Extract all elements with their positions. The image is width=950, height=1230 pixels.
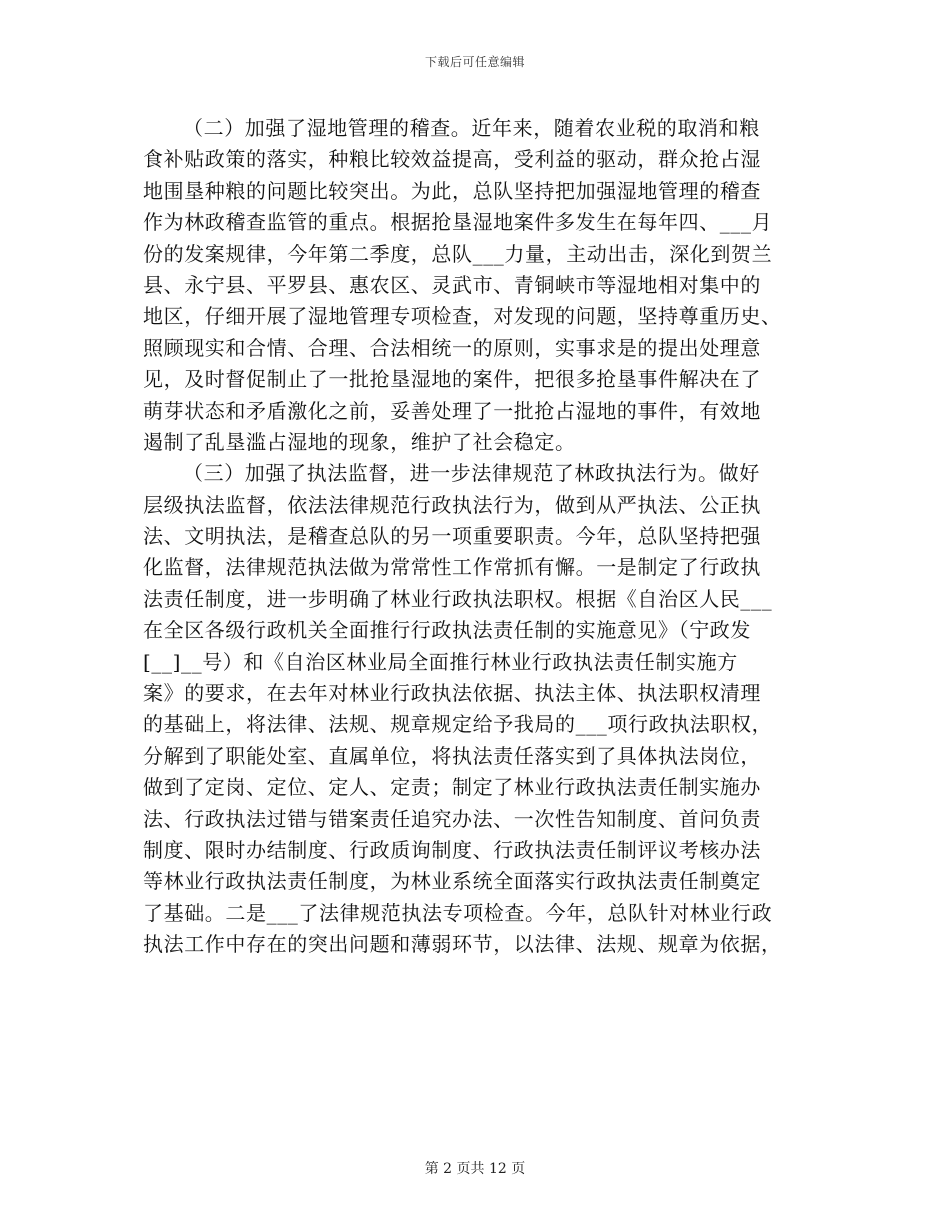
- text-line: 化监督，法律规范执法做为常常性工作常抓有懈。一是制定了行政执: [143, 555, 761, 580]
- text-line: 食补贴政策的落实，种粮比较效益提高，受利益的驱动，群众抢占湿: [143, 147, 761, 172]
- text-line: 层级执法监督，依法法律规范行政执法行为，做到从严执法、公正执: [143, 492, 761, 517]
- text-line: 地区，仔细开展了湿地管理专项检查，对发现的问题，坚持尊重历史、: [143, 304, 782, 329]
- text-line: [__]__号）和《自治区林业局全面推行林业行政执法责任制实施方: [143, 649, 738, 674]
- page-header: 下载后可任意编辑: [424, 55, 525, 69]
- text-line: 案》的要求，在去年对林业行政执法依据、执法主体、执法职权清理: [143, 681, 761, 706]
- text-line: 萌芽状态和矛盾激化之前，妥善处理了一批抢占湿地的事件，有效地: [143, 398, 761, 423]
- text-line: 执法工作中存在的突出问题和薄弱环节，以法律、法规、规章为依据，: [143, 932, 782, 957]
- text-line: （二）加强了湿地管理的稽查。近年来，随着农业税的取消和粮: [183, 116, 760, 140]
- text-line: 法责任制度，进一步明确了林业行政执法职权。根据《自治区人民___: [143, 586, 773, 611]
- text-line: 遏制了乱垦滥占湿地的现象，维护了社会稳定。: [143, 429, 576, 454]
- text-line: 作为林政稽查监管的重点。根据抢垦湿地案件多发生在每年四、___月: [143, 210, 773, 235]
- text-line: 的基础上，将法律、法规、规章规定给予我局的___项行政执法职权，: [143, 712, 773, 737]
- page-footer: 第 2 页共 12 页: [424, 1161, 526, 1177]
- text-line: 地围垦种粮的问题比较突出。为此，总队坚持把加强湿地管理的稽查: [143, 178, 761, 203]
- text-line: 照顾现实和合情、合理、合法相统一的原则，实事求是的提出处理意: [143, 335, 761, 360]
- text-line: （三）加强了执法监督，进一步法律规范了林政执法行为。做好: [183, 461, 760, 486]
- text-line: 做到了定岗、定位、定人、定责；制定了林业行政执法责任制实施办: [143, 775, 761, 800]
- text-line: 在全区各级行政机关全面推行行政执法责任制的实施意见》（宁政发: [143, 618, 751, 643]
- text-line: 制度、限时办结制度、行政质询制度、行政执法责任制评议考核办法: [143, 837, 761, 862]
- text-line: 法、文明执法，是稽查总队的另一项重要职责。今年，总队坚持把强: [143, 524, 761, 549]
- text-line: 份的发案规律，今年第二季度，总队___力量，主动出击，深化到贺兰: [143, 241, 773, 266]
- text-line: 分解到了职能处室、直属单位，将执法责任落实到了具体执法岗位，: [143, 743, 761, 768]
- text-line: 县、永宁县、平罗县、惠农区、灵武市、青铜峡市等湿地相对集中的: [143, 272, 761, 297]
- document-body: [143, 113, 808, 961]
- text-line: 等林业行政执法责任制度，为林业系统全面落实行政执法责任制奠定: [143, 869, 761, 894]
- text-line: 了基础。二是___了法律规范执法专项检查。今年，总队针对林业行政: [143, 900, 773, 925]
- text-line: 法、行政执法过错与错案责任追究办法、一次性告知制度、首问负责: [143, 806, 761, 831]
- text-line: 见，及时督促制止了一批抢垦湿地的案件，把很多抢垦事件解决在了: [143, 367, 761, 392]
